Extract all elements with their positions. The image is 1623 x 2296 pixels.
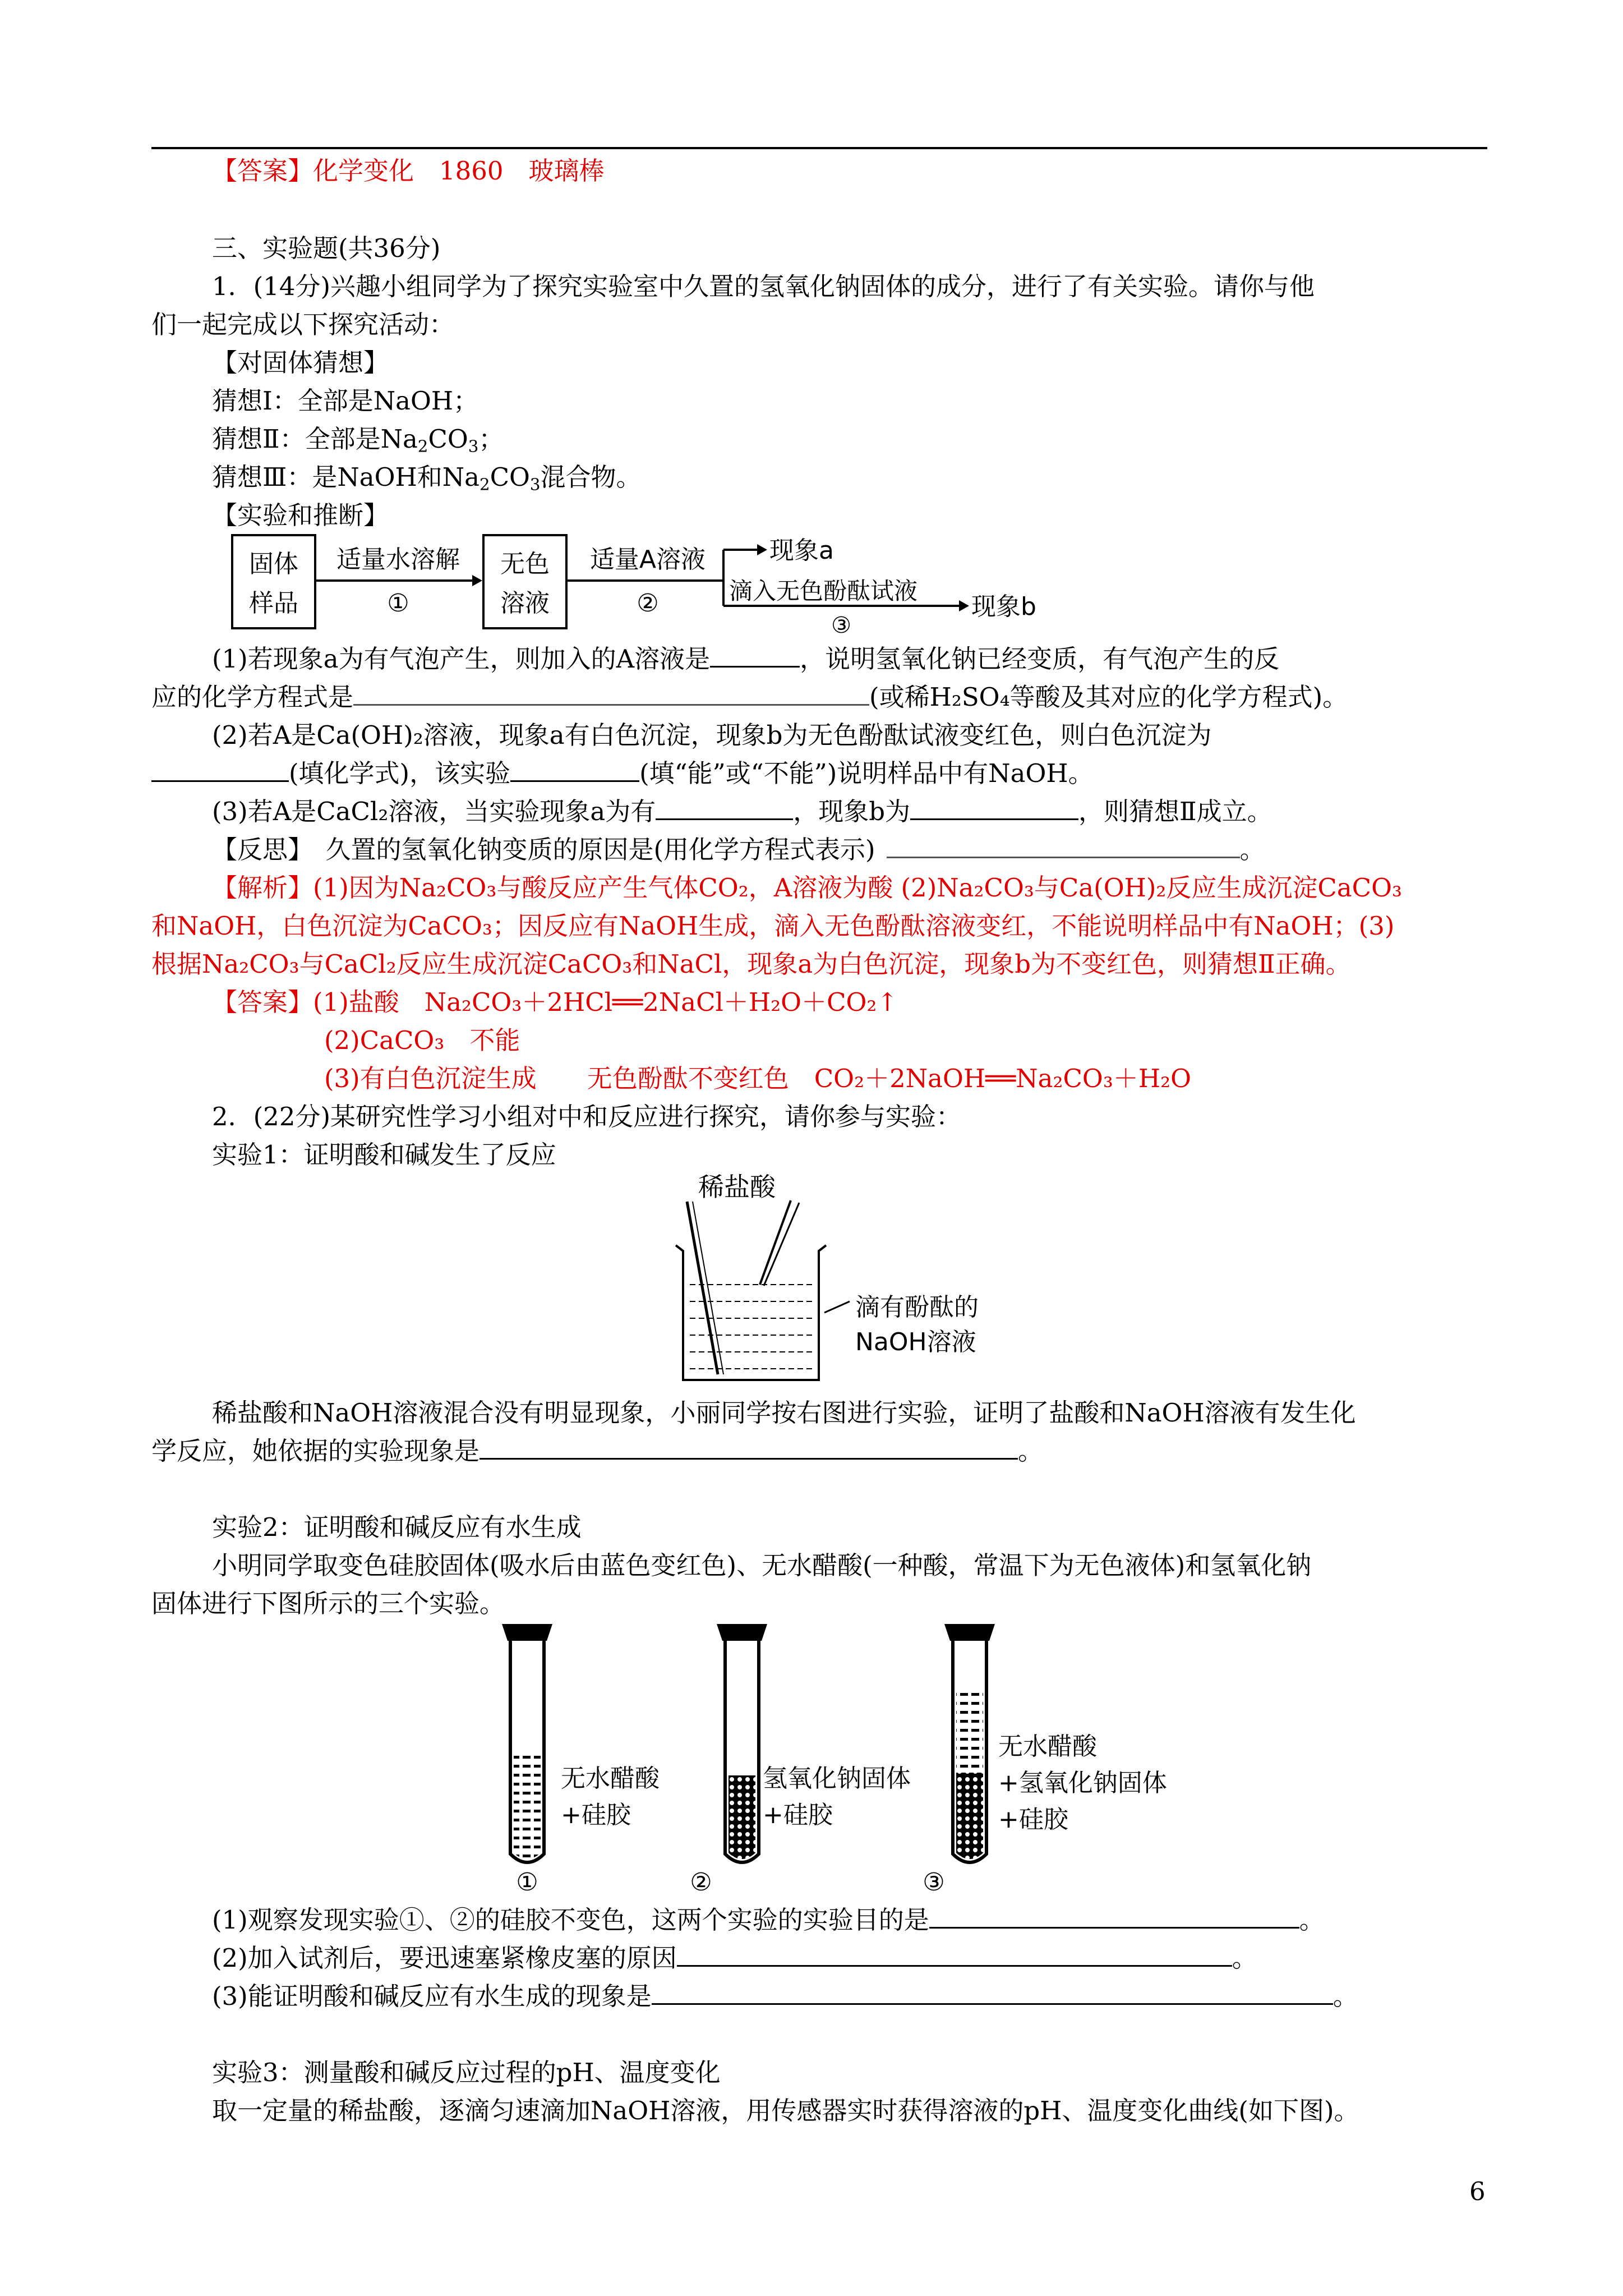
q1-p2-text: (填化学式)，该实验 [289,758,511,788]
flow-arrow2-label: 适量A溶液 [589,545,706,574]
flow-box2-line2: 溶液 [500,589,550,618]
tube-2-label-2: +硅胶 [763,1801,833,1829]
analysis-2: 和NaOH，白色沉淀为CaCO₃；因反应有NaOH生成，滴入无色酚酞溶液变红，不能说明样品中有NaOH；(3) [151,911,1395,941]
guess-3 [212,459,642,503]
exp1-text-b [151,1433,1043,1470]
exp1-text-end: 。 [1018,1436,1044,1466]
tube-1-contents [514,1756,541,1859]
flow-diagram [230,533,1071,639]
tube-2-contents [728,1775,755,1859]
guess-3-mid: CO [490,462,530,492]
answer-1 [212,984,898,1021]
exp-heading: 【实验和推断】 [212,500,389,530]
exp2-title: 实验2：证明酸和碱反应有水生成 [212,1512,582,1542]
answer-text: 化学变化 1860 玻璃棒 [313,156,605,186]
guess-2-text: 猜想Ⅱ：全部是Na [212,424,418,454]
exp3-text: 取一定量的稀盐酸，逐滴匀速滴加NaOH溶液，用传感器实时获得溶液的pH、温度变化曲线(如下图)。 [212,2096,1359,2125]
flow-box1-line2: 样品 [249,589,298,618]
q2-intro: 2．(22分)某研究性学习小组对中和反应进行探究，请你参与实验： [212,1102,962,1131]
q1-p2-blank2[interactable] [510,758,639,782]
q1-part3 [212,793,1272,830]
tube-1-label-1: 无水醋酸 [561,1764,660,1793]
q2-sub1-end: 。 [1299,1905,1325,1935]
answer-3: (3)有白色沉淀生成 无色酚酞不变红色 CO₂＋2NaOH══Na₂CO₃＋H₂O [324,1064,1192,1093]
q1-p3-blank1[interactable] [656,796,793,820]
prev-answer-line [212,153,605,190]
q2-sub3-end: 。 [1332,1981,1358,2011]
q2-sub2-text: (2)加入试剂后，要迅速塞紧橡皮塞的原因 [212,1943,677,1973]
tube-3-label-2: +氢氧化钠固体 [998,1769,1167,1797]
q1-p3-blank2[interactable] [910,796,1078,820]
q1-p1-blank[interactable] [710,643,800,668]
stopper-1 [502,1624,552,1641]
beaker-leader [824,1301,850,1313]
q1-reflect-blank[interactable] [887,834,1240,858]
flow-box1-line1: 固体 [249,550,298,578]
tube-2-num: ② [690,1868,712,1897]
exp1-title: 实验1：证明酸和碱发生了反应 [212,1140,556,1170]
guess-3-sub2: 3 [529,475,541,494]
q1-part2-a: (2)若A是Ca(OH)₂溶液，现象a有白色沉淀，现象b为无色酚酞试液变红色，则白色沉淀为 [212,720,1212,750]
q2-sub2-end: 。 [1232,1943,1257,1973]
guess-3-post: 混合物。 [540,462,642,492]
tube-2-label-1: 氢氧化钠固体 [763,1764,911,1793]
flow-arrow-a-head [757,544,767,555]
q1-reflect-text: 【反思】 久置的氢氧化钠变质的原因是(用化学方程式表示) [212,835,875,864]
guess-2-sub: 2 [417,436,428,456]
exp1-text-b-text: 学反应，她依据的实验现象是 [151,1436,480,1466]
tube-3-solid [956,1773,983,1859]
analysis-tag: 【解析】 [212,873,313,903]
answer-2: (2)CaCO₃ 不能 [324,1025,520,1055]
guess-2 [212,421,504,464]
beaker-label-sol-1: 滴有酚酞的 [855,1293,979,1322]
exp2-text-a: 小明同学取变色硅胶固体(吸水后由蓝色变红色)、无水醋酸(一种酸，常温下为无色液体)和氢氧化钠 [212,1550,1312,1580]
q1-reflect [212,831,1265,868]
guess-2-sub2: 3 [468,436,479,456]
q1-reflect-end: 。 [1239,835,1265,864]
answer-tag-q1: 【答案】 [212,987,313,1017]
stopper-2 [717,1624,767,1641]
analysis-1 [212,869,1402,907]
flow-arrow2-num: ② [637,589,659,618]
beaker-label-sol-2: NaOH溶液 [855,1328,976,1356]
analysis-3: 根据Na₂CO₃与CaCl₂反应生成沉淀CaCO₃和NaCl，现象a为白色沉淀，现象b为不变红色，则猜想Ⅱ正确。 [151,949,1351,979]
exp1-blank[interactable] [479,1435,1018,1460]
flow-arrow1-label: 适量水溶解 [336,545,460,574]
tube-3-liquid [956,1691,983,1773]
flow-arrow-b-head [959,600,969,611]
exp3-title: 实验3：测量酸和碱反应过程的pH、温度变化 [212,2058,721,2087]
q1-p3-text: (3)若A是CaCl₂溶液，当实验现象a为有 [212,797,656,826]
q1-intro-b: 们一起完成以下探究活动： [151,310,455,339]
flow-result-b: 现象b [971,592,1036,621]
q1-part1-b [151,679,1348,716]
test-tube-3 [923,1624,1167,1897]
q1-p1-text2: ，说明氢氧化钠已经变质，有气泡产生的反 [800,644,1280,674]
guess-3-sub: 2 [479,475,490,494]
guess-heading: 【对固体猜想】 [212,348,389,378]
q2-sub1-blank[interactable] [929,1904,1299,1929]
answer-text-1: (1)盐酸 Na₂CO₃＋2HCl══2NaCl＋H₂O＋CO₂↑ [313,987,898,1017]
page-number: 6 [1469,2177,1486,2206]
analysis-text-1: (1)因为Na₂CO₃与酸反应产生气体CO₂，A溶液为酸 (2)Na₂CO₃与Ca(OH)₂反应生成沉淀CaCO₃ [313,873,1403,903]
tube-1-label-2: +硅胶 [561,1801,631,1829]
tube-3-num: ③ [923,1868,945,1897]
q2-sub2-blank[interactable] [677,1943,1232,1967]
q1-p3-text2: ，现象b为 [793,797,911,826]
flow-arrow1-num: ① [387,589,409,618]
q1-intro-a: 1．(14分)兴趣小组同学为了探究实验室中久置的氢氧化钠固体的成分，进行了有关实验。请你与他 [212,272,1315,301]
guess-2-mid: CO [428,424,468,454]
q1-p3-text3: ，则猜想Ⅱ成立。 [1078,797,1272,826]
flow-arrow-1-head [472,575,482,586]
beaker-diagram [656,1167,1049,1391]
tube-3-label-1: 无水醋酸 [998,1732,1097,1761]
test-tube-1 [502,1624,660,1897]
flow-arrow3-num: ③ [831,613,851,638]
dropper [760,1200,791,1285]
beaker-label-acid: 稀盐酸 [698,1172,776,1202]
guess-3-text: 猜想Ⅲ：是NaOH和Na [212,462,479,492]
q1-p1-text3: 应的化学方程式是 [151,682,354,712]
guess-1: 猜想Ⅰ：全部是NaOH； [212,386,479,416]
flow-arrow3-label: 滴入无色酚酞试液 [729,577,918,605]
glass-rod-edge [693,1202,723,1374]
q1-part2-b [151,755,1094,792]
q1-part1-a [212,641,1279,678]
flow-result-a: 现象a [769,536,834,565]
dropper-edge [764,1203,799,1286]
tube-1-num: ① [516,1868,538,1897]
guess-2-post: ； [478,424,504,454]
q1-p1-blank2[interactable] [353,682,869,706]
exp2-text-b: 固体进行下图所示的三个实验。 [151,1589,505,1618]
test-tube-2 [690,1624,911,1897]
section-title: 三、实验题(共36分) [212,233,441,263]
tube-3-label-3: +硅胶 [998,1805,1068,1834]
answer-tag: 【答案】 [212,156,313,186]
test-tubes-diagram [477,1618,1262,1899]
q1-p2-blank1[interactable] [151,758,289,782]
q1-p1-text: (1)若现象a为有气泡产生，则加入的A溶液是 [212,644,711,674]
glass-rod [687,1202,718,1374]
header-rule [151,147,1487,149]
q2-sub3 [212,1978,1358,2015]
exp1-text-a: 稀盐酸和NaOH溶液混合没有明显现象，小丽同学按右图进行实验，证明了盐酸和NaOH溶液有发生化 [212,1398,1356,1428]
q1-p2-text2: (填“能”或“不能”)说明样品中有NaOH。 [639,758,1094,788]
q2-sub2 [212,1940,1257,1977]
q2-sub1 [212,1902,1325,1939]
q2-sub3-blank[interactable] [652,1981,1333,2005]
q1-p1-text4: (或稀H₂SO₄等酸及其对应的化学方程式)。 [869,682,1348,712]
q2-sub3-text: (3)能证明酸和碱反应有水生成的现象是 [212,1981,652,2011]
stopper-3 [944,1624,995,1641]
q2-sub1-text: (1)观察发现实验①、②的硅胶不变色，这两个实验的实验目的是 [212,1905,929,1935]
flow-box2-line1: 无色 [500,550,550,578]
